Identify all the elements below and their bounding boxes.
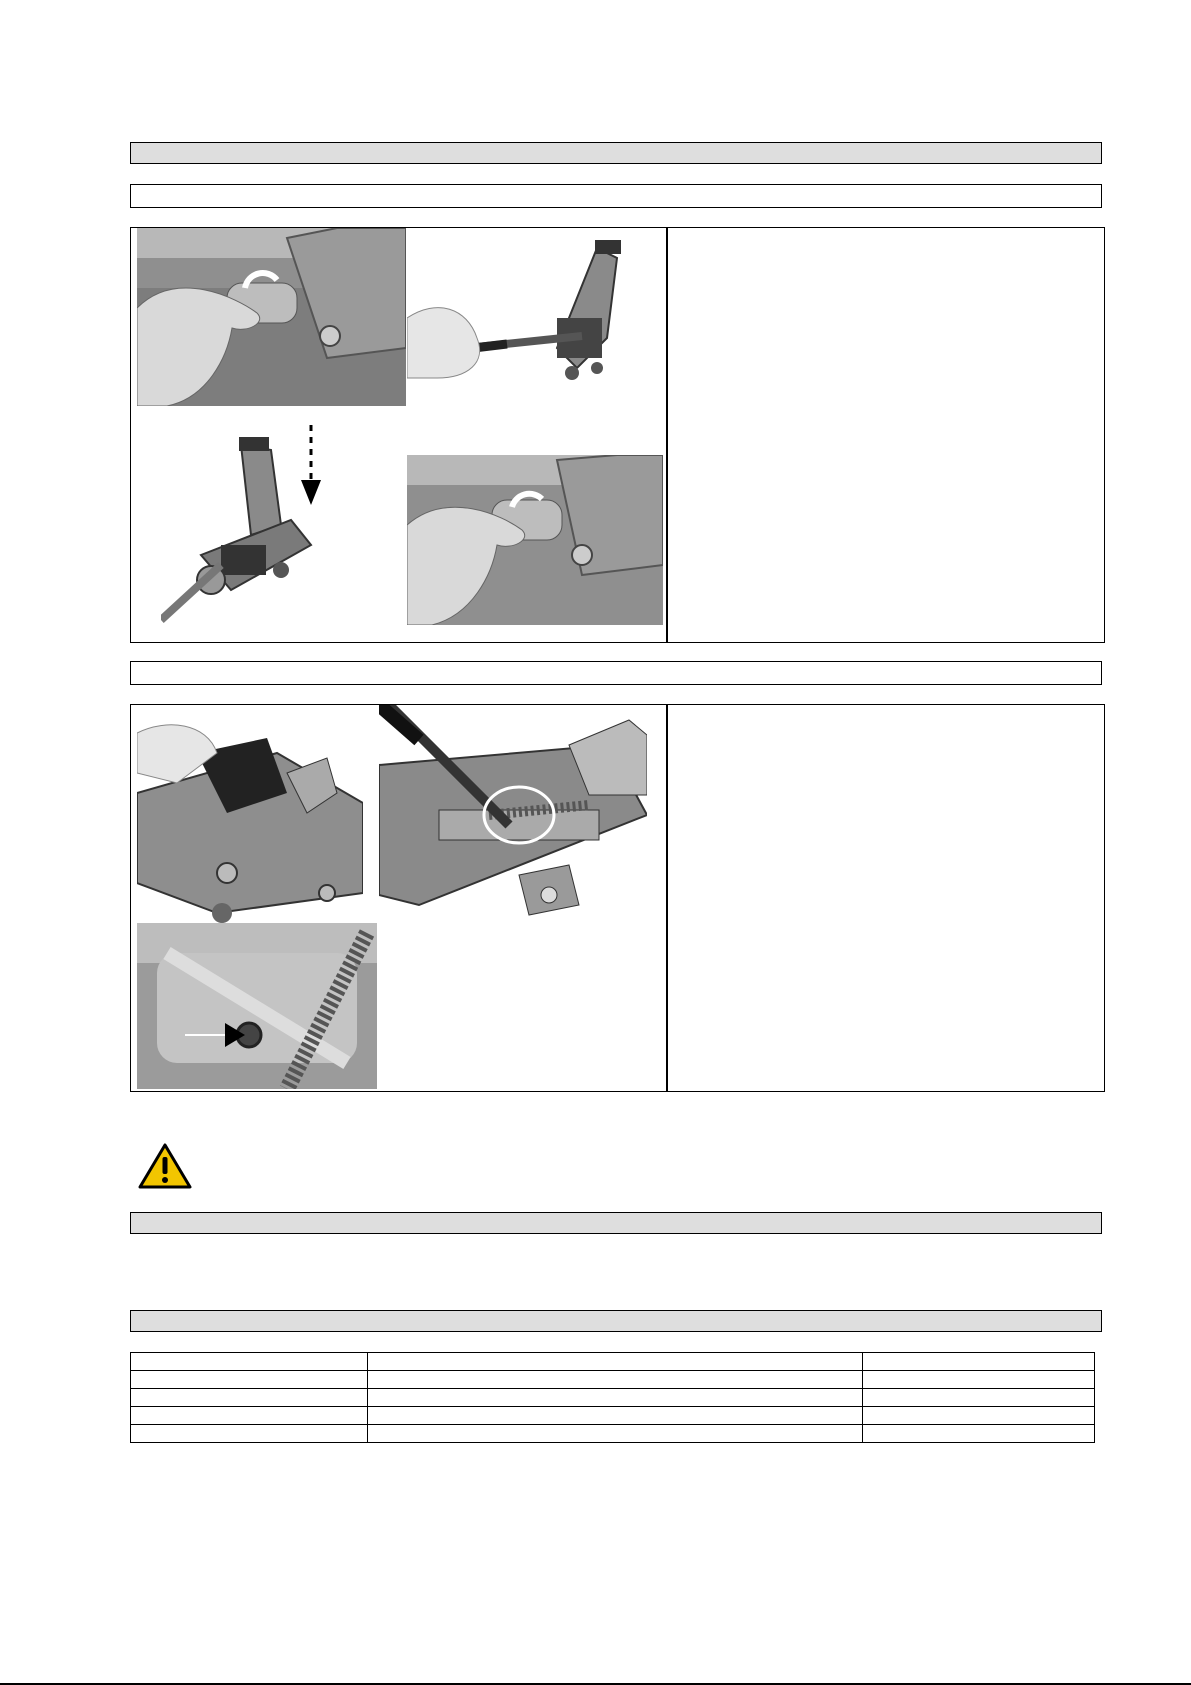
photo-jack-cover [137, 713, 363, 923]
table-row [131, 1353, 1095, 1371]
photo-oil-fill-hole [137, 923, 377, 1089]
table-cell [367, 1389, 862, 1407]
table-cell [131, 1371, 368, 1389]
section-header-troubleshooting [130, 1310, 1102, 1332]
table-cell [863, 1353, 1095, 1371]
warning-triangle-icon [138, 1142, 192, 1190]
table-cell [863, 1371, 1095, 1389]
table-cell [863, 1389, 1095, 1407]
table-cell [863, 1425, 1095, 1443]
instruction-panel-1 [130, 227, 1105, 643]
table-cell [131, 1353, 368, 1371]
troubleshooting-table [130, 1352, 1095, 1443]
photo-jack-lowering [161, 425, 371, 625]
table-cell [131, 1425, 368, 1443]
table-row [131, 1389, 1095, 1407]
panel-divider [666, 228, 668, 642]
table-row [131, 1371, 1095, 1389]
instruction-panel-2 [130, 704, 1105, 1092]
instruction-text-1 [676, 234, 1096, 636]
photo-oil-plug-screwdriver [379, 705, 647, 923]
table-row [131, 1407, 1095, 1425]
table-cell [367, 1353, 862, 1371]
table-cell [863, 1407, 1095, 1425]
instruction-text-2 [676, 711, 1096, 1085]
table-cell [131, 1389, 368, 1407]
panel-divider [666, 705, 668, 1091]
table-cell [367, 1407, 862, 1425]
table-row [131, 1425, 1095, 1443]
photo-jack-handle-pumping [407, 228, 663, 406]
section-header-storage [130, 1212, 1102, 1234]
subsection-header-release [130, 184, 1102, 208]
photo-release-valve-open [137, 228, 406, 406]
table-cell [131, 1407, 368, 1425]
section-header-maintenance [130, 142, 1102, 164]
photo-release-valve-close [407, 455, 663, 625]
subsection-header-oil [130, 661, 1102, 685]
table-cell [367, 1371, 862, 1389]
table-cell [367, 1425, 862, 1443]
